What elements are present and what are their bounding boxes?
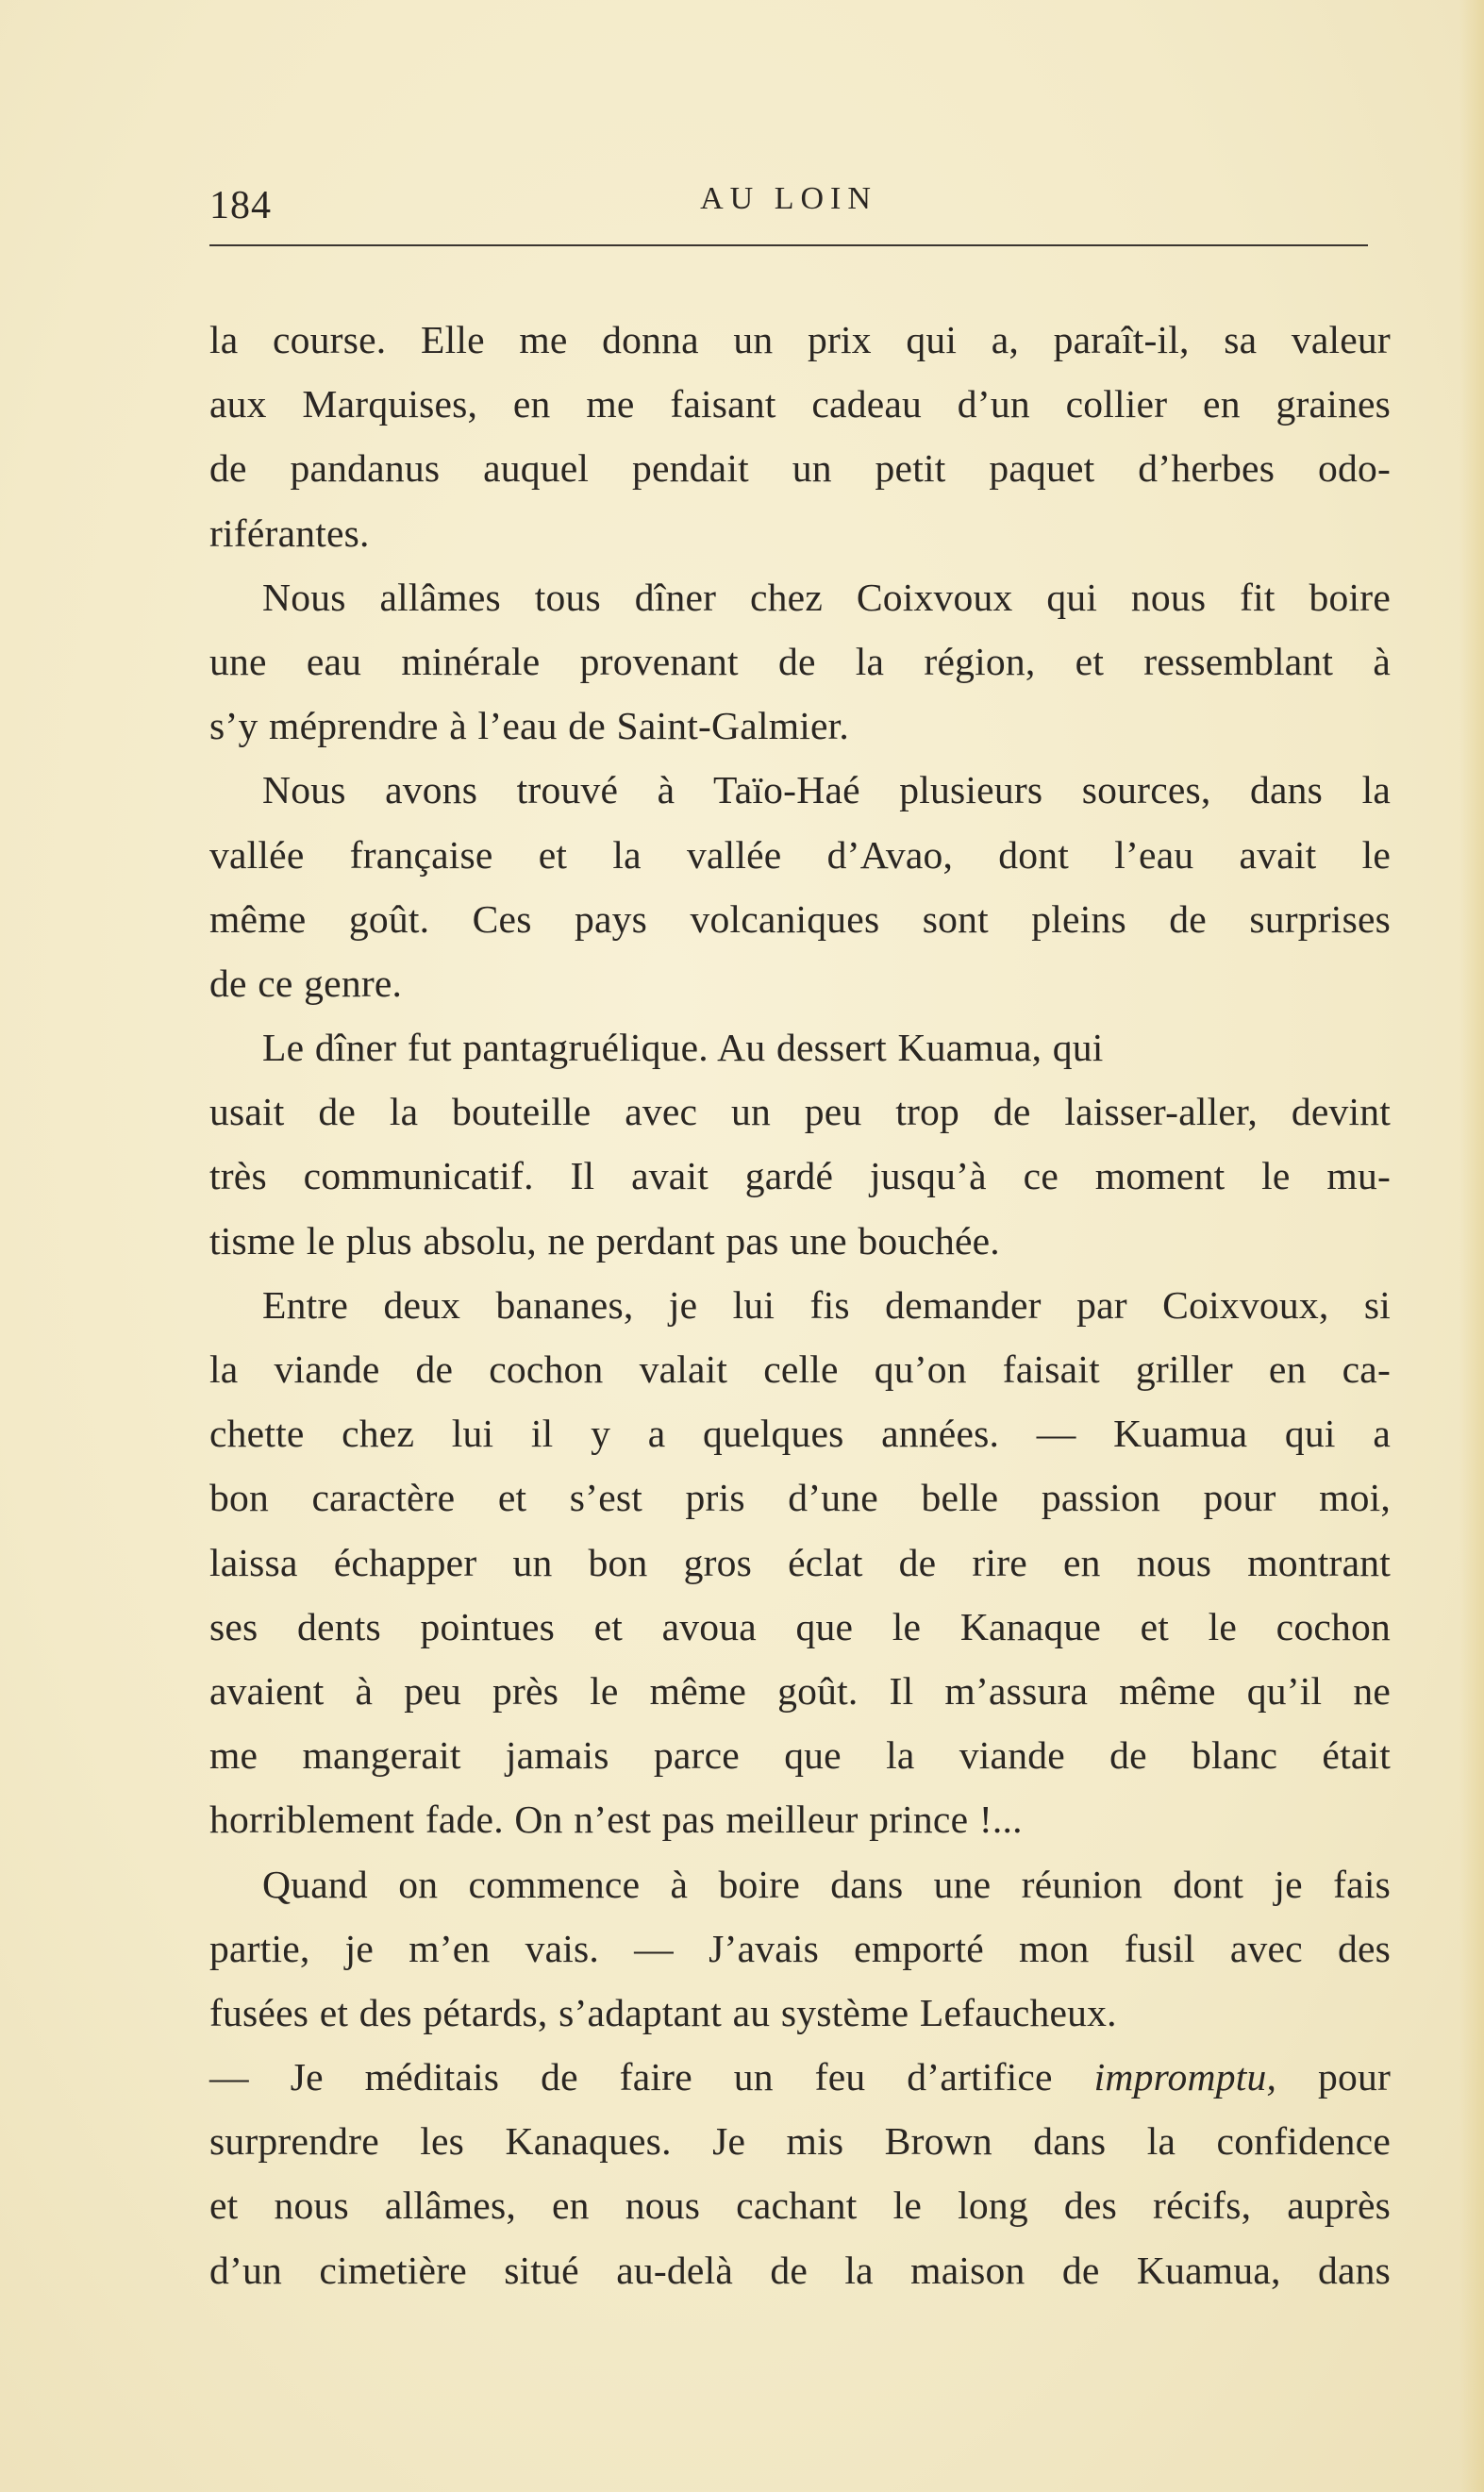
text-line: très communicatif. Il avait gardé jusqu’à ce moment le mu- bbox=[209, 1154, 1391, 1198]
text-line: tisme le plus absolu, ne perdant pas une bouchée. bbox=[209, 1218, 1000, 1263]
text-line-mixed bbox=[209, 2045, 1391, 2109]
text-line: et nous allâmes, en nous cachant le long des récifs, auprès bbox=[209, 2183, 1391, 2228]
text-line: de ce genre. bbox=[209, 961, 403, 1005]
text-line: usait de la bouteille avec un peu trop de laisser-aller, devint bbox=[209, 1090, 1391, 1134]
page-header bbox=[209, 176, 1368, 232]
header-rule bbox=[209, 244, 1368, 246]
text-line: la viande de cochon valait celle qu’on faisait griller en ca- bbox=[209, 1347, 1391, 1391]
text-line: de pandanus auquel pendait un petit paquet d’herbes odo- bbox=[209, 446, 1391, 491]
page-edge-shadow bbox=[1459, 0, 1484, 2492]
body-text bbox=[209, 308, 1391, 2302]
text-line: aux Marquises, en me faisant cadeau d’un collier en graines bbox=[209, 382, 1391, 426]
text-line: Le dîner fut pantagruélique. Au dessert Kuamua, qui bbox=[262, 1026, 1104, 1070]
text-line: me mangerait jamais parce que la viande de blanc était bbox=[209, 1733, 1391, 1778]
text-line: Entre deux bananes, je lui fis demander par Coixvoux, si bbox=[262, 1282, 1391, 1327]
page-number: 184 bbox=[209, 184, 272, 227]
text-line: chette chez lui il y a quelques années. — Kuamua qui a bbox=[209, 1412, 1391, 1456]
text-line: ses dents pointues et avoua que le Kanaque et le cochon bbox=[209, 1604, 1391, 1648]
text-line: vallée française et la vallée d’Avao, dont l’eau avait le bbox=[209, 832, 1391, 877]
text-line: fusées et des pétards, s’adaptant au système Lefaucheux. bbox=[209, 1990, 1117, 2034]
running-title: AU LOIN bbox=[700, 181, 877, 216]
text-line: même goût. Ces pays volcaniques sont pleins de surprises bbox=[209, 896, 1391, 941]
text-segment: pour bbox=[1276, 2055, 1392, 2099]
text-line: la course. Elle me donna un prix qui a, paraît-il, sa valeur bbox=[209, 318, 1391, 361]
text-line: laissa échapper un bon gros éclat de rire en nous montrant bbox=[209, 1540, 1391, 1584]
text-line: horriblement fade. On n’est pas meilleur prince !... bbox=[209, 1798, 1023, 1842]
text-line: bon caractère et s’est pris d’une belle passion pour moi, bbox=[209, 1476, 1391, 1520]
text-line: riférantes. bbox=[209, 510, 370, 555]
text-line: surprendre les Kanaques. Je mis Brown dans la confidence bbox=[209, 2119, 1391, 2164]
text-line: d’un cimetière situé au-delà de la maison de Kuamua, dans bbox=[209, 2248, 1391, 2292]
text-line: s’y méprendre à l’eau de Saint-Galmier. bbox=[209, 704, 850, 748]
text-line: partie, je m’en vais. — J’avais emporté mon fusil avec des bbox=[209, 1926, 1391, 1970]
text-line: Quand on commence à boire dans une réunion dont je fais bbox=[262, 1862, 1391, 1906]
text-line: avaient à peu près le même goût. Il m’assura même qu’il ne bbox=[209, 1668, 1391, 1713]
text-line: Nous allâmes tous dîner chez Coixvoux qui nous fit boire bbox=[262, 575, 1391, 619]
text-line: Nous avons trouvé à Taïo-Haé plusieurs sources, dans la bbox=[262, 768, 1391, 812]
text-segment: — Je méditais de faire un feu d’artifice bbox=[209, 2055, 1094, 2099]
italic-word: impromptu, bbox=[1093, 2055, 1277, 2099]
text-line: une eau minérale provenant de la région, et ressemblant à bbox=[209, 639, 1391, 683]
